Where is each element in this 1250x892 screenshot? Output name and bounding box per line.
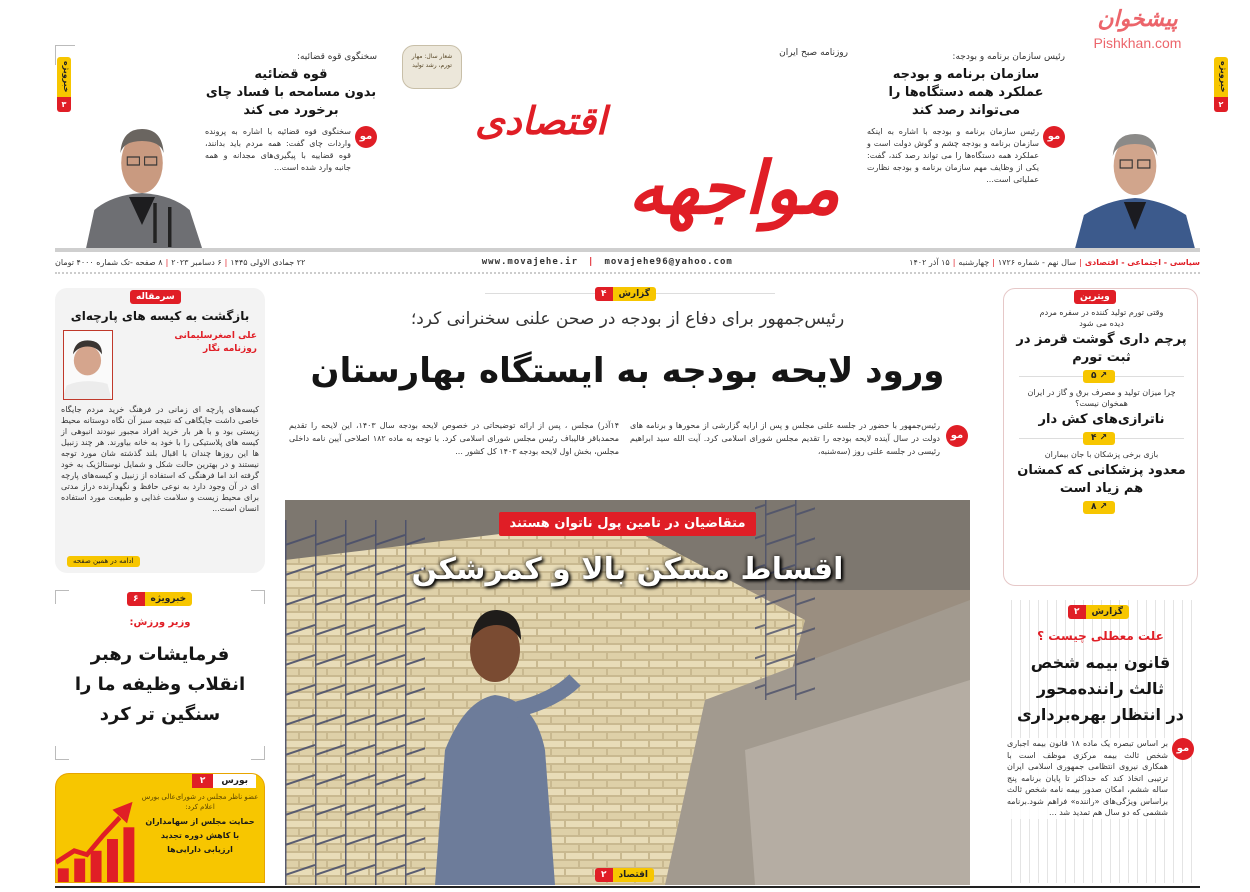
top-right-story[interactable] xyxy=(865,45,1228,250)
author-role: روزنامه نگار xyxy=(202,344,257,354)
info-bar xyxy=(55,254,1200,270)
story-body: سخنگوی قوه قضائیه با اشاره به پرونده واردات چای گفت: همه مردم باید بدانند، قوه قضاییه با پیگیری‌های مجدانه و همه جانبه وارد شده است... xyxy=(205,127,351,172)
showcase-item[interactable] xyxy=(1004,387,1199,446)
bourse-kicker: عضو ناظر مجلس در شورای‌عالی بورس اعلام کرد: xyxy=(141,793,259,811)
item-kicker: چرا میزان تولید و مصرف برق و گاز در ایران همخوان نیست؟ xyxy=(1027,388,1176,408)
showcase-item[interactable] xyxy=(1004,307,1199,384)
watermark-en: Pishkhan.com xyxy=(1093,35,1182,51)
insurance-story[interactable] xyxy=(1003,600,1198,883)
insurance-text xyxy=(1003,628,1198,819)
website-link[interactable]: www.movajehe.ir xyxy=(481,257,579,267)
story-headline: قانون بیمه شخص ثالث راننده‌محور در انتظار بهره‌برداری xyxy=(1017,653,1184,724)
item-footer xyxy=(1019,431,1184,446)
story-kicker: رئیس سازمان برنامه و بودجه: xyxy=(952,52,1065,62)
item-headline: ناترازی‌های کش دار xyxy=(1038,412,1165,427)
info-center: www.movajehe.ir | movajehe96@yahoo.com xyxy=(481,257,733,267)
frame-corner xyxy=(251,746,265,760)
logo-main: مواجهه xyxy=(627,145,840,230)
top-right-text xyxy=(867,51,1065,186)
story-body: بر اساس تبصره یک ماده ۱۸ قانون بیمه اجباری شخص ثالث بیمه مرکزی موظف است با همکاری نیروی انتظامی جمهوری اسلامی ایران ترتیبی اتخاذ کند که حداکثر تا پایان برنامه پنج ساله ششم، امکان صدور بیمه نامه شخص ثالث براساس ویژگی‌های «راننده» فراهم شود.برنامه ششمی که دو سال هم تمدید شد ... xyxy=(1007,739,1168,817)
bourse-headline: حمایت مجلس از سهامداران با کاهش دوره تجدید ارزیابی دارایی‌ها xyxy=(145,817,255,854)
section-tag: گزارش ۴ xyxy=(595,287,656,301)
top-left-text xyxy=(205,51,377,174)
hijri-date: ۲۲ جمادی الاولی ۱۴۴۵ xyxy=(230,257,306,267)
photo-kicker: متقاضیان در تامین پول ناتوان هستند xyxy=(285,512,970,536)
showcase-box[interactable] xyxy=(1003,288,1198,586)
bottom-rule xyxy=(55,886,1200,888)
info-bar-rule xyxy=(55,248,1200,252)
story-headline: سازمان برنامه و بودجه عملکرد همه دستگاه‌ها را می‌تواند رصد کند xyxy=(888,67,1044,118)
main-body-left: ۱۴آذر) مجلس ، پس از ارائه توضیحاتی در خصوص لایحه بودجه سال ۱۴۰۳، این لایحه را تقدیم محمدباقر قالیباف رئیس مجلس شورای اسلامی کرد. با توجه به ماده ۱۸۲ اصلاحی آیین نامه داخلی مجلس، بخش اول لایحه بودجه ۱۴۰۳ کل کشور ... xyxy=(289,421,620,456)
editorial-box[interactable] xyxy=(55,288,265,573)
main-headline: ورود لایحه بودجه به ایستگاه بهارستان xyxy=(310,351,945,391)
item-headline: پرچم داری گوشت قرمز در ثبت تورم xyxy=(1016,332,1187,365)
persian-date: ۱۵ آذر ۱۴۰۲ xyxy=(909,257,950,267)
person-photo xyxy=(77,115,207,250)
tagline: روزنامه صبح ایران xyxy=(779,48,848,58)
bourse-text xyxy=(140,792,260,857)
brand-icon: مو xyxy=(1043,126,1065,148)
page-link[interactable]: ↗ ۸ xyxy=(1083,501,1115,514)
page-link[interactable]: ↗ ۵ xyxy=(1083,370,1115,383)
story-kicker: علت معطلی چیست ؟ xyxy=(1037,629,1164,643)
section-tag: گزارش ۲ xyxy=(1068,605,1129,619)
story-headline: فرمایشات رهبر انقلاب وظیفه ما را سنگین تر کرد xyxy=(74,644,246,725)
frame-corner xyxy=(251,590,265,604)
watermark-fa: پیشخوان xyxy=(1097,6,1178,32)
info-bar-dotted xyxy=(55,272,1200,275)
story-kicker: وزیر ورزش: xyxy=(129,617,191,628)
photo-story[interactable] xyxy=(285,500,970,885)
section-tag-vertical: خبرویژه ۲ xyxy=(1214,57,1228,112)
showcase-list xyxy=(1004,307,1199,515)
main-body-right: رئیس‌جمهور با حضور در جلسه علنی مجلس و پس از ارایه گزارشی از محورها و برنامه های دولت در سال آینده لایحه بودجه را تقدیم مجلس شورای اسلامی کرد. آیت الله سید ابراهیم رئیسی در جلسه علنی روز (سه‌شنبه، xyxy=(630,421,940,456)
continue-link[interactable]: ادامه در همین صفحه xyxy=(67,556,140,567)
pages-price: ۸ صفحه -تک شماره ۴۰۰۰ تومان xyxy=(55,257,163,267)
editorial-headline: بازگشت به کیسه های پارچه‌ای xyxy=(70,309,250,323)
section-tag: ویترین xyxy=(1074,290,1116,304)
story-body-row xyxy=(1007,738,1194,819)
brand-icon: مو xyxy=(946,425,968,447)
watermark xyxy=(1075,4,1200,68)
masthead-logo[interactable] xyxy=(400,40,860,245)
story-body: رئیس سازمان برنامه و بودجه با اشاره به اینکه سازمان برنامه و بودجه چشم و گوش دولت است و عملکرد همه دستگاه‌ها را می تواند رصد کند، گفت: یکی از وظایف مهم سازمان برنامه و بودجه نظارت عملیاتی است... xyxy=(867,127,1039,184)
author-name: علی اصغرسلیمانی xyxy=(174,331,257,341)
section-tag: خبرویژه ۶ xyxy=(127,592,192,606)
person-photo xyxy=(1070,120,1200,250)
info-left: ۲۲ جمادی الاولی ۱۴۴۵ | ۶ دسامبر ۲۰۲۳ | ۸ صفحه -تک شماره ۴۰۰۰ تومان xyxy=(55,257,306,267)
item-headline: معدود پزشکانی که کمشان هم زیاد است xyxy=(1017,463,1186,496)
item-footer xyxy=(1019,369,1184,384)
story-body-row xyxy=(867,126,1065,186)
top-left-story[interactable] xyxy=(55,45,385,250)
weekday: چهارشنبه xyxy=(958,257,990,267)
item-kicker: بازی برخی پزشکان با جان بیماران xyxy=(1044,450,1159,459)
sports-story[interactable] xyxy=(55,590,265,760)
main-kicker: رئیس‌جمهور برای دفاع از بودجه در صحن علنی سخنرانی کرد؛ xyxy=(410,309,845,329)
author-photo xyxy=(63,330,113,400)
email-link[interactable]: movajehe96@yahoo.com xyxy=(604,257,733,267)
categories: سیاسی - اجتماعی - اقتصادی xyxy=(1084,257,1200,267)
section-tag: اقتصاد ۲ xyxy=(595,868,654,882)
seal-emblem: شعار سال: مهار تورم، رشد تولید xyxy=(402,45,462,89)
frame-corner xyxy=(55,590,69,604)
story-body-row xyxy=(205,126,377,174)
section-tag: بورس ۲ xyxy=(192,774,256,788)
growth-chart-icon xyxy=(56,796,138,883)
photo-headline: اقساط مسکن بالا و کمرشکن xyxy=(411,552,844,587)
section-tag: سرمقاله xyxy=(130,290,181,304)
bourse-box[interactable] xyxy=(55,773,265,883)
editorial-body: کیسه‌های پارچه ای زمانی در فرهنگ خرید مردم جایگاه خاصی داشت جایگاهی که نتیجه سبز آن نگاه دوستانه محیط زیستی بود و با هر بار خرید افراد مجبور نبودند انبوهی از کیسه های پلاستیکی را با خود به خانه بیاورند. هر چند زنبیل ها این روزها چندان با اقبال بلند گذشته شان مورد توجه نیستند و در بهترین حالت شکل و شمایل نوستالژیک به خود گرفته اند اما فرهنگی که استفاده از زنبیل و کیسه‌های پارچه ای در آن وجود دارد به نوعی حافظ و نگهدارنده دراز مدتی برای محیط زیست و سلامت غذایی و طبیعت مورد استفاده انسان است... xyxy=(61,405,259,513)
item-kicker: وقتی تورم تولید کننده در سفره مردم دیده می شود xyxy=(1039,308,1164,328)
logo-sub: اقتصادی xyxy=(475,98,607,143)
info-right: سیاسی - اجتماعی - اقتصادی | سال نهم - شماره ۱۷۲۶ | چهارشنبه | ۱۵ آذر ۱۴۰۲ xyxy=(909,257,1200,267)
main-story[interactable] xyxy=(285,285,970,485)
issue-number: سال نهم - شماره ۱۷۲۶ xyxy=(997,257,1077,267)
story-headline: قوه قضائیه بدون مسامحه با فساد چای برخورد می کند xyxy=(205,67,377,118)
gregorian-date: ۶ دسامبر ۲۰۲۳ xyxy=(171,257,222,267)
brand-icon: مو xyxy=(355,126,377,148)
story-kicker: سخنگوی قوه قضائیه: xyxy=(296,52,377,62)
item-footer xyxy=(1019,500,1184,515)
section-tag-vertical: خبرویژه ۳ xyxy=(57,57,71,112)
page-link[interactable]: ↗ ۴ xyxy=(1083,432,1115,445)
showcase-item[interactable] xyxy=(1004,449,1199,515)
frame-corner xyxy=(55,746,69,760)
brand-icon: مو xyxy=(1172,738,1194,760)
